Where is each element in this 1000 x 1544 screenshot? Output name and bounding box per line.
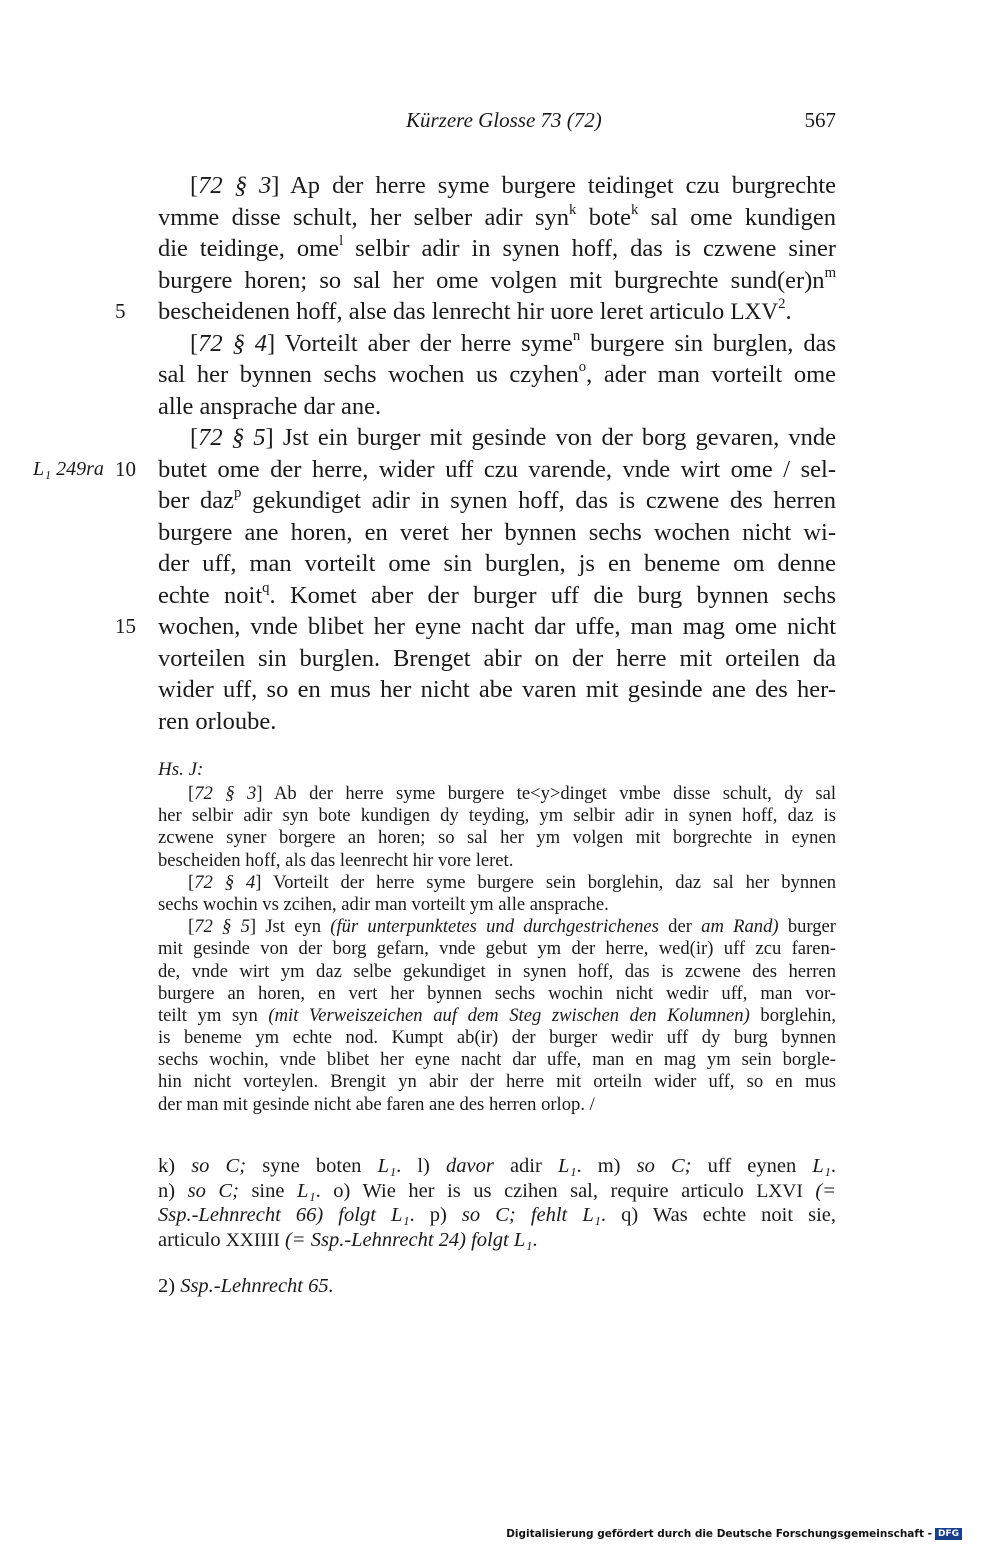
apparatus-note-m: m) so C; uff eynen L₁. — [597, 1155, 837, 1177]
variant-line: hin nicht vorteylen. Brengit yn abir der herre mit orteiln wider uff, so en mus — [158, 1071, 836, 1093]
footnote-marker-m: m — [824, 264, 836, 281]
variant-line: de, vnde wirt ym daz selbe gekundiget in synen hoff, das is zcwene des herren — [158, 960, 836, 982]
text-line: L₁ 249ra 10 butet ome der herre, wider uff czu varende, vnde wirt ome / sel- — [158, 454, 836, 486]
apparatus-line — [158, 1154, 836, 1179]
footnote-marker-n: n — [572, 327, 581, 344]
manuscript-folio-ref: L₁ 249ra — [33, 457, 104, 480]
apparatus-note-q: q) Was echte noit sie, — [621, 1204, 837, 1226]
line-number: 10 — [115, 456, 136, 481]
text-line: [72 § 3] Ap der herre syme burgere teidinget czu burgrechte — [190, 172, 836, 199]
text-line: der uff, man vorteilt ome sin burglen, js en beneme om denne — [158, 550, 836, 577]
variant-line: zcwene syner borgere an horen; so sal her ym volgen mit borgrechte in eynen — [158, 827, 836, 849]
apparatus-note-o: o) Wie her is us czihen sal, require articulo LXVI (= — [333, 1179, 837, 1202]
line-number: 15 — [115, 614, 136, 638]
text-line: burgere horen; so sal her ome volgen mit burgrechte $sund(er)n^m$ — [158, 264, 836, 294]
apparatus-note-k: k) so C; syne boten L₁. — [158, 1155, 402, 1177]
main-text — [33, 170, 837, 737]
footnote-marker-q: q — [262, 579, 270, 596]
variant-line: burgere an horen, en vert her bynnen sechs wochin nicht wedir uff, man vor- — [158, 982, 836, 1004]
text-line: sal her bynnen sechs wochen us czyhen$^o$, ader man vorteilt ome — [158, 358, 836, 388]
apparatus-line — [158, 1228, 836, 1253]
apparatus-note-l: l) davor adir L₁. — [417, 1155, 582, 1177]
variant-line: [72 § 4] Vorteilt der herre syme burgere sein borglehin, daz sal her bynnen — [188, 871, 836, 893]
text-line: ber daz$^p$ gekundiget adir in synen hoff, das is czwene des herren — [158, 484, 836, 514]
footnote-marker-k: k — [630, 201, 639, 218]
variant-text-hs-j — [158, 758, 836, 1116]
variant-line: bescheiden hoff, als das leenrecht hir vore leret. — [158, 849, 514, 871]
apparatus-note-o-cont: Ssp.-Lehnrecht 66) folgt L₁. — [158, 1204, 415, 1226]
credit-text: Digitalisierung gefördert durch die Deutsche Forschungsgemeinschaft - — [506, 1528, 932, 1540]
line-number: 5 — [115, 299, 126, 323]
text-line: ren orloube. — [158, 707, 277, 735]
critical-apparatus — [158, 1154, 836, 1252]
text-line: echte noit$^q$. Komet aber der burger uff die burg bynnen sechs — [158, 579, 836, 609]
text-line: alle ansprache dar ane. — [158, 392, 382, 420]
variant-line: sechs wochin, vnde blibet her eyne nacht dar uffe, man en mag ym sein borgle- — [158, 1049, 836, 1071]
digitization-credit — [506, 1527, 962, 1541]
text-line: 5 bescheidenen hoff, alse das lenrecht hir uore leret articulo LXV$^2$. — [158, 296, 836, 328]
text-line: 15 wochen, vnde blibet her eyne nacht dar uffe, man mag ome nicht — [158, 611, 836, 643]
apparatus-note-q-cont: articulo XXIIII (= Ssp.-Lehnrecht 24) folgt L₁. — [158, 1228, 538, 1251]
page-number: 567 — [804, 108, 836, 132]
variant-line: der man mit gesinde nicht abe faren ane des herren orlop. / — [158, 1093, 595, 1115]
manuscript-label: Hs. J: — [158, 759, 204, 780]
footnote-marker-l: l — [339, 232, 344, 249]
variant-line: [72 § 3] Ab der herre syme burgere te<y>dinget vmbe disse schult, dy sal — [188, 783, 836, 804]
text-line: [72 § 5] Jst ein burger mit gesinde von der borg gevaren, vnde — [190, 424, 836, 451]
running-title: Kürzere Glosse 73 (72) — [406, 108, 602, 132]
variant-line: mit gesinde von der borg gefarn, vnde gebut ym der herre, wed(ir) uff zcu faren- — [158, 938, 836, 960]
variant-line: [72 § 5] Jst eyn (für unterpunktetes und durchgestrichenes der am Rand) burger — [188, 916, 837, 938]
source-note: 2) Ssp.-Lehnrecht 65. — [158, 1275, 334, 1297]
text-line: [72 § 4] Vorteilt aber der herre syme$^n$ burgere sin burglen, das — [190, 327, 837, 357]
variant-line: sechs wochin vs zcihen, adir man vorteilt ym alle ansprache. — [158, 893, 609, 915]
text-line: burgere ane horen, en veret her bynnen sechs wochen nicht wi- — [158, 518, 836, 546]
dfg-logo-icon: DFG — [935, 1528, 962, 1540]
text-line: die teidinge, ome$^l$ selbir adir in synen hoff, das is czwene siner — [158, 232, 836, 262]
variant-line: is beneme ym echte nod. Kumpt ab(ir) der burger wedir uff dy burg bynnen — [158, 1027, 836, 1049]
variant-line: teilt ym syn (mit Verweiszeichen auf dem Steg zwischen den Kolumnen) borglehin, — [158, 1004, 836, 1026]
text-line: vmme disse schult, her selber adir syn$^k$ bote$^k$ sal ome kundigen — [158, 201, 836, 231]
apparatus-note-n: n) so C; sine L₁. — [158, 1179, 321, 1202]
footnote-marker-k: k — [569, 201, 577, 218]
source-note-marker: 2 — [778, 295, 786, 312]
text-line: vorteilen sin burglen. Brenget abir on der herre mit orteilen da — [158, 644, 836, 672]
apparatus-line — [158, 1179, 836, 1204]
apparatus-note-p: p) so C; fehlt L₁. — [429, 1204, 607, 1226]
text-line: wider uff, so en mus her nicht abe varen mit gesinde ane des her- — [158, 676, 836, 703]
footnote-marker-p: p — [234, 484, 242, 501]
running-header — [158, 108, 836, 138]
apparatus-line — [158, 1203, 836, 1228]
variant-line: her selbir adir syn bote kundigen dy teyding, ym selbir adir in synen hoff, daz is — [158, 805, 836, 827]
footnote-marker-o: o — [578, 358, 587, 375]
